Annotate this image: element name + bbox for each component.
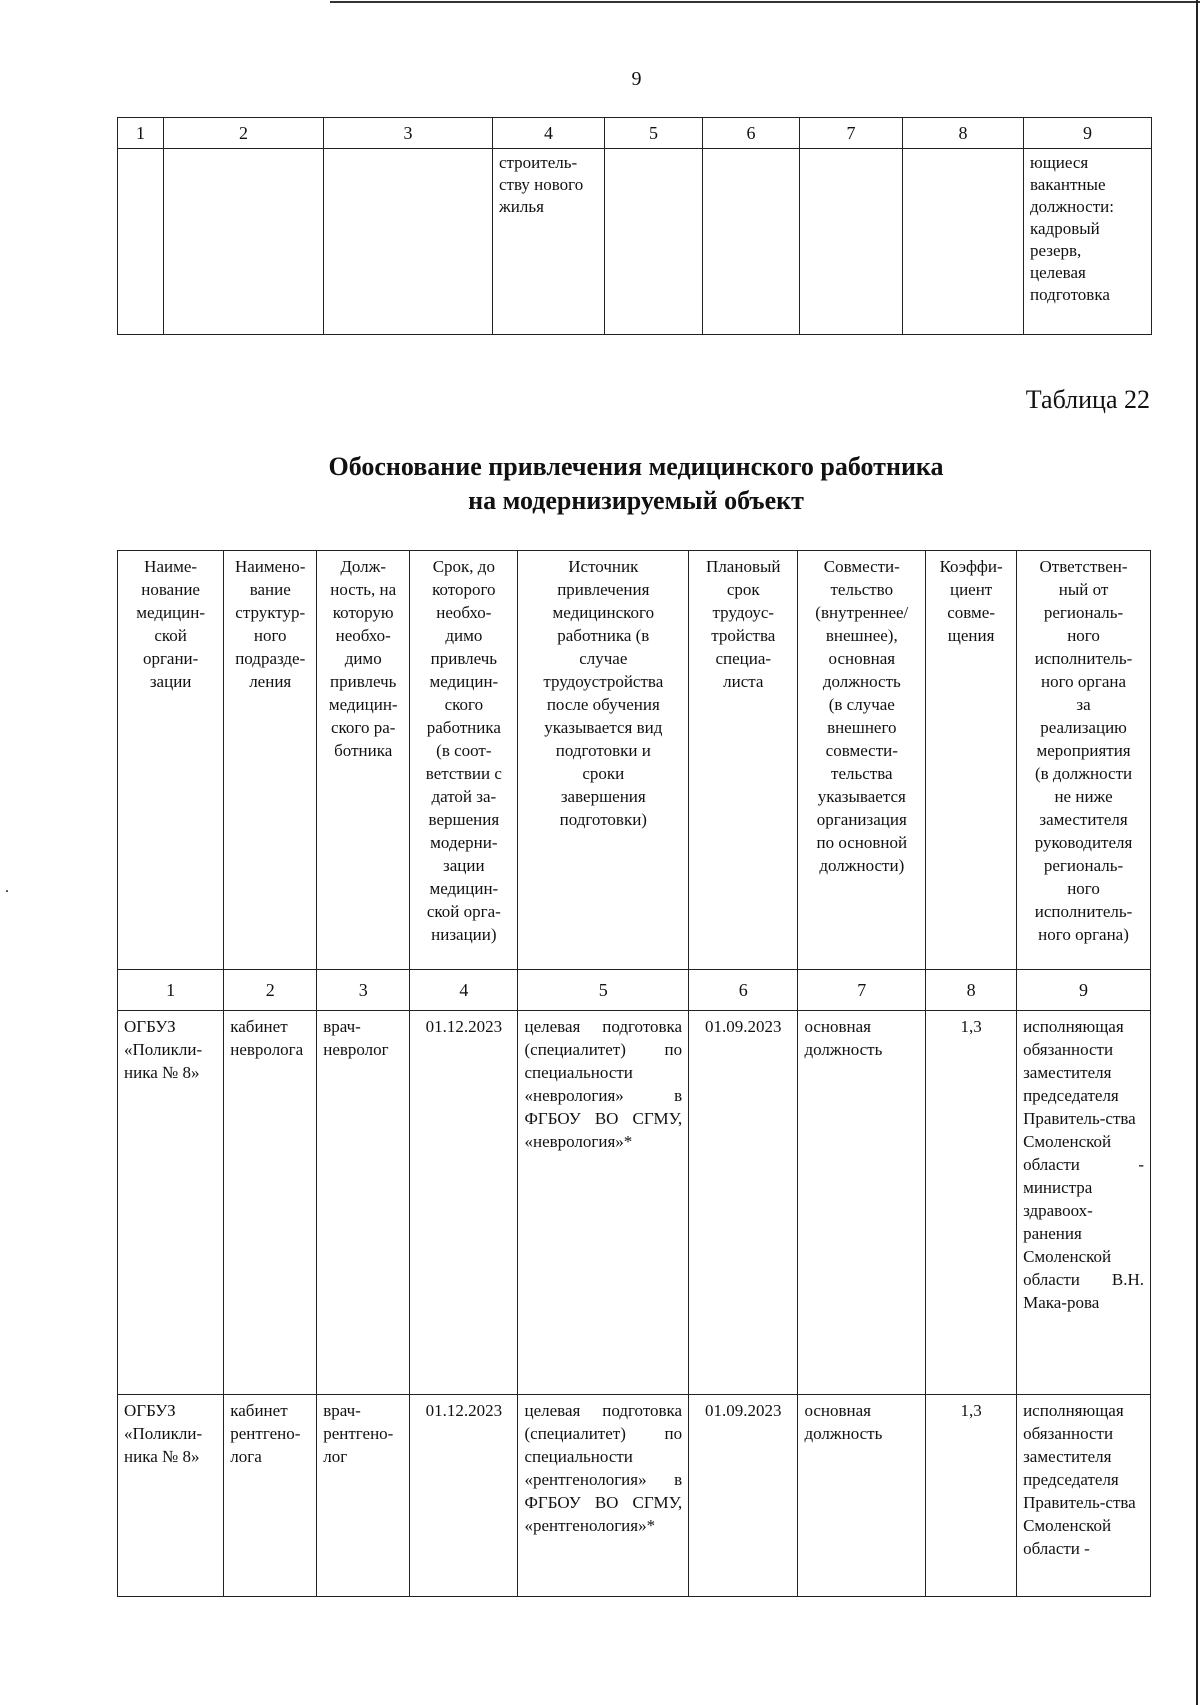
planned-date-cell: 01.09.2023 (689, 1011, 798, 1395)
header-planned-date: Плановый срок трудоус- тройства специа- листа (689, 551, 798, 970)
table-row (118, 1395, 1151, 1597)
scan-speck: . (5, 879, 9, 896)
header-position: Долж- ность, на которую необхо- димо привлечь медицин- ского ра- ботника (317, 551, 410, 970)
organization-cell: ОГБУЗ «Поликли- ника № 8» (118, 1395, 224, 1597)
department-cell: кабинет невролога (224, 1011, 317, 1395)
header-source: Источник привлечения медицинского работника (в случае трудоустройства после обучения указывается вид подготовки и сроки завершения подготовки) (518, 551, 689, 970)
deadline-cell: 01.12.2023 (410, 1395, 518, 1597)
table-cell (903, 149, 1024, 335)
scan-edge-right (1196, 0, 1198, 1705)
column-number: 9 (1024, 118, 1152, 149)
column-number-row (118, 118, 1152, 149)
planned-date-cell: 01.09.2023 (689, 1395, 798, 1597)
responsible-cell: исполняющая обязанности заместителя председателя Правитель-ства Смоленской области - (1017, 1395, 1151, 1597)
table-cell (118, 149, 164, 335)
coefficient-cell: 1,3 (926, 1011, 1017, 1395)
page-number: 9 (631, 68, 642, 90)
coefficient-cell: 1,3 (926, 1395, 1017, 1597)
column-number: 5 (518, 970, 689, 1011)
column-number: 6 (689, 970, 798, 1011)
position-cell: врач- невролог (317, 1011, 410, 1395)
header-responsible: Ответствен- ный от региональ- ного исполнитель- ного органа за реализацию мероприятия (в должности не ниже заместителя руководителя региональ- ного исполнитель- ного органа) (1017, 551, 1151, 970)
column-number: 8 (926, 970, 1017, 1011)
table-cell (164, 149, 324, 335)
column-number: 6 (703, 118, 800, 149)
combination-cell: основная должность (798, 1011, 926, 1395)
header-deadline: Срок, до которого необхо- димо привлечь медицин- ского работника (в соот- ветствии с датой за- вершения модерни- зации медицин- ской орга- низации) (410, 551, 518, 970)
table-label: Таблица 22 (1025, 385, 1150, 414)
table-cell (324, 149, 493, 335)
header-combination: Совмести- тельство (внутреннее/ внешнее), основная должность (в случае внешнего совмести- тельства указывается организация по основной должности) (798, 551, 926, 970)
column-number: 7 (798, 970, 926, 1011)
organization-cell: ОГБУЗ «Поликли- ника № 8» (118, 1011, 224, 1395)
header-coefficient: Коэффи- циент совме- щения (926, 551, 1017, 970)
deadline-cell: 01.12.2023 (410, 1011, 518, 1395)
table-row (118, 1011, 1151, 1395)
table-row (118, 149, 1152, 335)
table-cell (800, 149, 903, 335)
column-number: 8 (903, 118, 1024, 149)
source-cell: целевая подготовка (специалитет) по специальности «рентгенология» в ФГБОУ ВО СГМУ, «рентгенология»* (518, 1395, 689, 1597)
table-cell (605, 149, 703, 335)
position-cell: врач- рентгено- лог (317, 1395, 410, 1597)
staffing-table (117, 550, 1151, 1597)
table-cell (703, 149, 800, 335)
column-number: 1 (118, 118, 164, 149)
column-number: 3 (324, 118, 493, 149)
column-number: 1 (118, 970, 224, 1011)
column-number: 7 (800, 118, 903, 149)
column-number: 2 (164, 118, 324, 149)
combination-cell: основная должность (798, 1395, 926, 1597)
table-cell: строитель- ству нового жилья (493, 149, 605, 335)
header-department: Наимено- вание структур- ного подразде- ления (224, 551, 317, 970)
table-title: Обоснование привлечения медицинского работника на модернизируемый объект (328, 452, 944, 515)
continuation-table (117, 117, 1152, 335)
column-number-row (118, 970, 1151, 1011)
header-row (118, 551, 1151, 970)
header-organization: Наиме- нование медицин- ской органи- зации (118, 551, 224, 970)
column-number: 3 (317, 970, 410, 1011)
column-number: 4 (410, 970, 518, 1011)
table-cell: ющиеся вакантные должности: кадровый резерв, целевая подготовка (1024, 149, 1152, 335)
responsible-cell: исполняющая обязанности заместителя председателя Правитель-ства Смоленской области - министра здравоох-ранения Смоленской области В.Н. Мака-рова (1017, 1011, 1151, 1395)
column-number: 9 (1017, 970, 1151, 1011)
column-number: 5 (605, 118, 703, 149)
source-cell: целевая подготовка (специалитет) по специальности «неврология» в ФГБОУ ВО СГМУ, «неврология»* (518, 1011, 689, 1395)
scan-edge-top (330, 1, 1200, 3)
column-number: 2 (224, 970, 317, 1011)
column-number: 4 (493, 118, 605, 149)
department-cell: кабинет рентгено- лога (224, 1395, 317, 1597)
